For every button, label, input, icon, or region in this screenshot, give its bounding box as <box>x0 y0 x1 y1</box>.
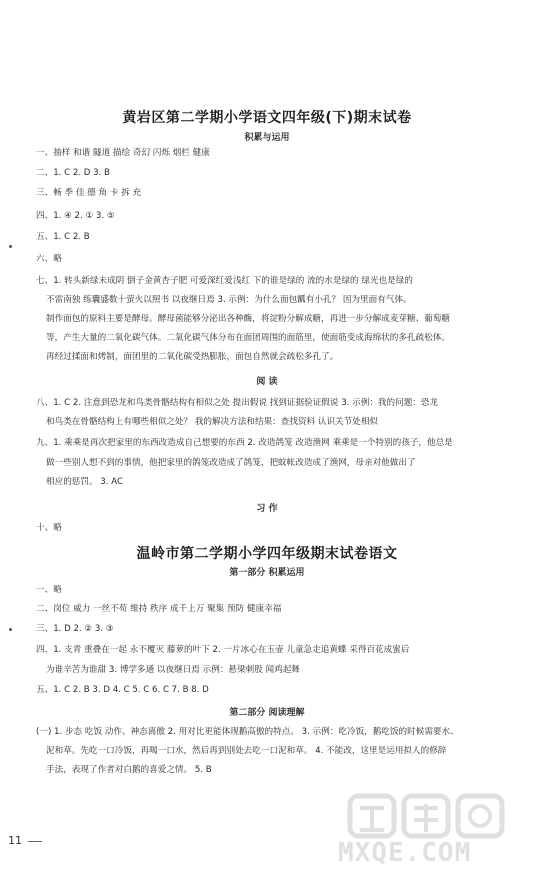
answer-line: 三、畅 季 佳 德 角 卡 拆 充 <box>36 188 142 198</box>
margin-dot <box>9 245 12 248</box>
answer-line: 五、1. C 2. B 3. D 4. C 5. C 6. C 7. B 8. D <box>36 685 209 695</box>
answer-line: 一、略 <box>36 585 62 595</box>
page-number-dash <box>28 841 42 842</box>
section2-subtitle-part2: 第二部分 阅读理解 <box>229 708 305 718</box>
section1-title: 黄岩区第二学期小学语文四年级(下)期末试卷 <box>122 110 412 126</box>
answer-line: 八、1. C 2. 注意到恐龙和鸟类骨骼结构有相似之处 提出假说 找到证据验证假说 3. 示例：我的问题：恐龙 <box>36 398 439 408</box>
watermark-url: MXQE.COM <box>338 838 472 868</box>
section2-title: 温岭市第二学期小学四年级期末试卷语文 <box>136 546 398 562</box>
section2-subtitle-part1: 第一部分 积累运用 <box>229 568 305 578</box>
section1-subtitle-writing: 习 作 <box>256 504 278 514</box>
answer-line: 一、抽样 和谐 隧道 描绘 奇幻 闪烁 烟栏 健康 <box>36 148 210 158</box>
answer-line: 七、1. 转头新绿未成阴 倒子金黄杏子肥 可爱深红爱浅红 下的谁是绿的 流的水是绿的 绿光也是绿的 <box>36 276 413 286</box>
answer-line: 二、1. C 2. D 3. B <box>36 168 110 178</box>
watermark-glyphs-icon <box>320 790 530 840</box>
answer-line: 和鸟类在骨骼结构上有哪些相似之处？ 我的解决方法和结果：查找资料 认识关节处相似 <box>46 417 379 427</box>
answer-line: 等，产生大量的二氧化碳气体。二氧化碳气体分布在面团周围的面筋里，使面筋变成海绵状的多孔疏松体。 <box>46 333 450 343</box>
page-number: 11 <box>8 834 22 847</box>
answer-line: 制作面包的原料主要是酵母。酵母菌能够分泌出各种酶，将淀粉分解成糖，再进一步分解成麦芽糖、葡萄糖 <box>46 314 450 324</box>
answer-line: 为谁辛苦为谁甜 3. 博学多通 以夜继日焉 示例：悬梁刺股 闻鸡起舞 <box>46 665 300 675</box>
answer-line: 四、1. ④ 2. ① 3. ⑤ <box>36 211 115 221</box>
answer-line: 做一些别人想不到的事情，他把家里的鸽笼改造成了鸽笼，把蚊帐改造成了渔网，母亲对他做出了 <box>46 458 416 468</box>
answer-line: 不雷南独 练囊盛数十萤火以照书 以夜继日焉 3. 示例：为什么面包瓤有小孔？ 因为里面有气体。 <box>46 295 412 305</box>
answer-line: (一) 1. 步态 吃饭 动作、神态离傲 2. 用对比更能体现鹅高傲的特点。 3. 示例：吃冷饭，鹅吃饭的时候需要水、 <box>36 727 459 737</box>
section1-subtitle-reading: 阅 读 <box>256 377 278 387</box>
answer-line: 十、略 <box>36 523 62 533</box>
answer-line: 三、1. D 2. ② 3. ③ <box>36 624 114 634</box>
margin-dot <box>9 628 12 631</box>
answer-line: 相应的惩罚。 3. AC <box>46 477 123 487</box>
answer-line: 五、1. C 2. B <box>36 232 90 242</box>
answer-line: 手法，表现了作者对白鹅的喜爱之情。 5. B <box>46 765 212 775</box>
answer-line: 四、1. 支青 重叠在一起 永不覆灭 藤萝的叶下 2. 一片冰心在玉壶 儿童急走追黄蝶 采得百花成蜜后 <box>36 645 410 655</box>
answer-line: 六、略 <box>36 254 62 264</box>
answer-line: 泥和草。先吃一口冷饭，再喝一口水，然后再到别处去吃一口泥和草。 4. 不能改，这里是运用拟人的修辞 <box>46 746 447 756</box>
watermark-logo <box>320 790 530 874</box>
section1-subtitle-accumulation: 积累与运用 <box>244 133 290 143</box>
answer-line: 九、1. 乘乘是再次把家里的东西改造成自己想要的东西 2. 改造鸽笼 改造渔网 乘乘是一个特别的孩子，他总是 <box>36 438 453 448</box>
answer-line: 再经过揉面和烤制，面团里的二氧化碳受热膨胀，面包自然就会疏松多孔了。 <box>46 352 339 362</box>
answer-line: 二、岗位 威力 一丝不苟 维持 秩序 成千上万 聚集 预防 健康幸福 <box>36 604 282 614</box>
